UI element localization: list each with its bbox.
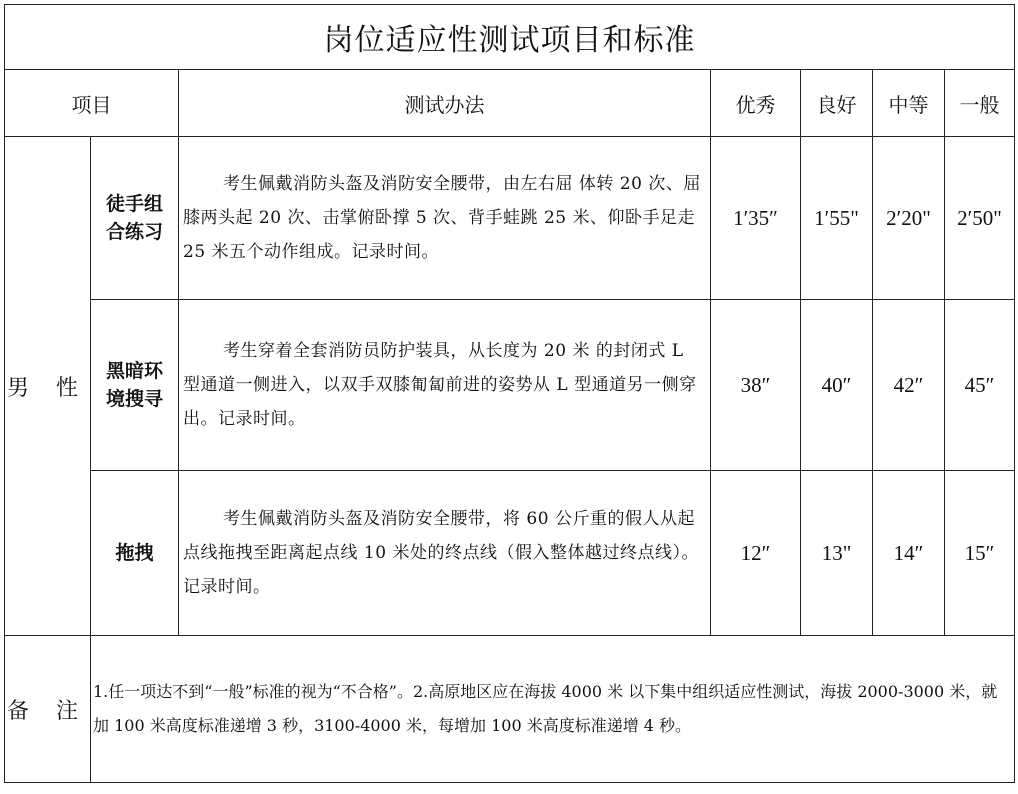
score-pass: 15″ [945,471,1015,636]
score-pass: 45″ [945,300,1015,471]
header-medium: 中等 [873,70,945,137]
header-good: 良好 [801,70,873,137]
score-medium: 14″ [873,471,945,636]
score-medium: 2′20" [873,137,945,300]
score-medium: 42″ [873,300,945,471]
table-row [5,300,1015,471]
remark-text: 1.任一项达不到“一般”标准的视为“不合格”。2.高原地区应在海拔 4000 米 以下集中组织适应性测试，海拔 2000-3000 米，就加 100 米高度标准递增 3 秒，3100-4000 米，每增加 100 米高度标准递增 4 秒。 [91,636,1015,783]
method-text: 考生穿着全套消防员防护装具，从长度为 20 米 的封闭式 L 型通道一侧进入，以双手双膝匍匐前进的姿势从 L 型通道另一侧穿出。记录时间。 [179,300,711,471]
header-pass: 一般 [945,70,1015,137]
remark-row [5,636,1015,783]
method-text: 考生佩戴消防头盔及消防安全腰带，将 60 公斤重的假人从起点线拖拽至距离起点线 10 米处的终点线（假入整体越过终点线）。记录时间。 [179,471,711,636]
score-excellent: 12″ [711,471,801,636]
item-name: 拖拽 [91,471,179,636]
header-item: 项目 [5,70,179,137]
item-name: 黑暗环境搜寻 [91,300,179,471]
score-good: 40″ [801,300,873,471]
header-method: 测试办法 [179,70,711,137]
score-pass: 2′50" [945,137,1015,300]
item-name: 徒手组合练习 [91,137,179,300]
score-good: 13" [801,471,873,636]
table-row [5,471,1015,636]
group-label: 男 性 [5,137,91,636]
table-row [5,137,1015,300]
header-excellent: 优秀 [711,70,801,137]
remark-label: 备 注 [5,636,91,783]
table-title: 岗位适应性测试项目和标准 [5,5,1015,70]
method-text: 考生佩戴消防头盔及消防安全腰带，由左右屈 体转 20 次、屈膝两头起 20 次、击掌俯卧撑 5 次、背手蛙跳 25 米、仰卧手足走 25 米五个动作组成。记录时间。 [179,137,711,300]
standards-table [4,4,1015,783]
score-excellent: 38″ [711,300,801,471]
score-good: 1′55" [801,137,873,300]
score-excellent: 1′35″ [711,137,801,300]
